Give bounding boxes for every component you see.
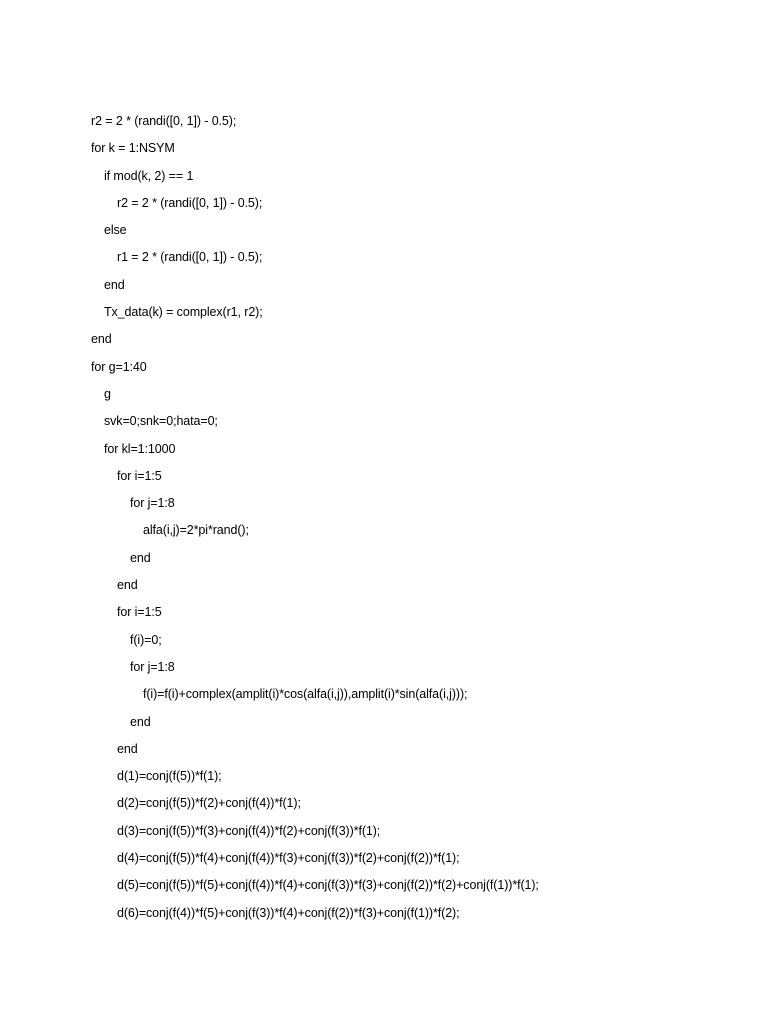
code-line: d(3)=conj(f(5))*f(3)+conj(f(4))*f(2)+conj(f(3))*f(1); [117, 823, 381, 838]
code-line: f(i)=0; [130, 632, 162, 647]
code-line: for g=1:40 [91, 359, 147, 374]
code-line: d(1)=conj(f(5))*f(1); [117, 769, 222, 784]
code-line: g [104, 386, 111, 401]
code-line: svk=0;snk=0;hata=0; [104, 414, 218, 429]
code-line: else [104, 223, 127, 238]
code-line: for j=1:8 [130, 496, 175, 511]
code-line: r2 = 2 * (randi([0, 1]) - 0.5); [117, 195, 263, 210]
code-line: for kl=1:1000 [104, 441, 176, 456]
code-line: for i=1:5 [117, 605, 162, 620]
code-listing [91, 112, 751, 931]
code-line: end [117, 578, 138, 593]
code-line: r1 = 2 * (randi([0, 1]) - 0.5); [117, 250, 263, 265]
code-line: d(4)=conj(f(5))*f(4)+conj(f(4))*f(3)+conj(f(3))*f(2)+conj(f(2))*f(1); [117, 851, 460, 866]
code-line: end [117, 741, 138, 756]
code-line: r2 = 2 * (randi([0, 1]) - 0.5); [91, 114, 237, 128]
code-line: d(6)=conj(f(4))*f(5)+conj(f(3))*f(4)+conj(f(2))*f(3)+conj(f(1))*f(2); [117, 905, 460, 920]
code-line: end [91, 332, 112, 347]
code-line: end [104, 277, 125, 292]
code-line: for i=1:5 [117, 468, 162, 483]
code-line: for k = 1:NSYM [91, 141, 175, 156]
code-line: end [130, 550, 151, 565]
code-line: Tx_data(k) = complex(r1, r2); [104, 305, 263, 320]
code-line: f(i)=f(i)+complex(amplit(i)*cos(alfa(i,j)),amplit(i)*sin(alfa(i,j))); [143, 687, 468, 702]
code-line: d(5)=conj(f(5))*f(5)+conj(f(4))*f(4)+conj(f(3))*f(3)+conj(f(2))*f(2)+conj(f(1))*f(1); [117, 878, 539, 893]
code-line: end [130, 714, 151, 729]
code-line: d(2)=conj(f(5))*f(2)+conj(f(4))*f(1); [117, 796, 301, 811]
code-line: alfa(i,j)=2*pi*rand(); [143, 523, 249, 538]
code-line: for j=1:8 [130, 659, 175, 674]
code-line: if mod(k, 2) == 1 [104, 168, 194, 183]
